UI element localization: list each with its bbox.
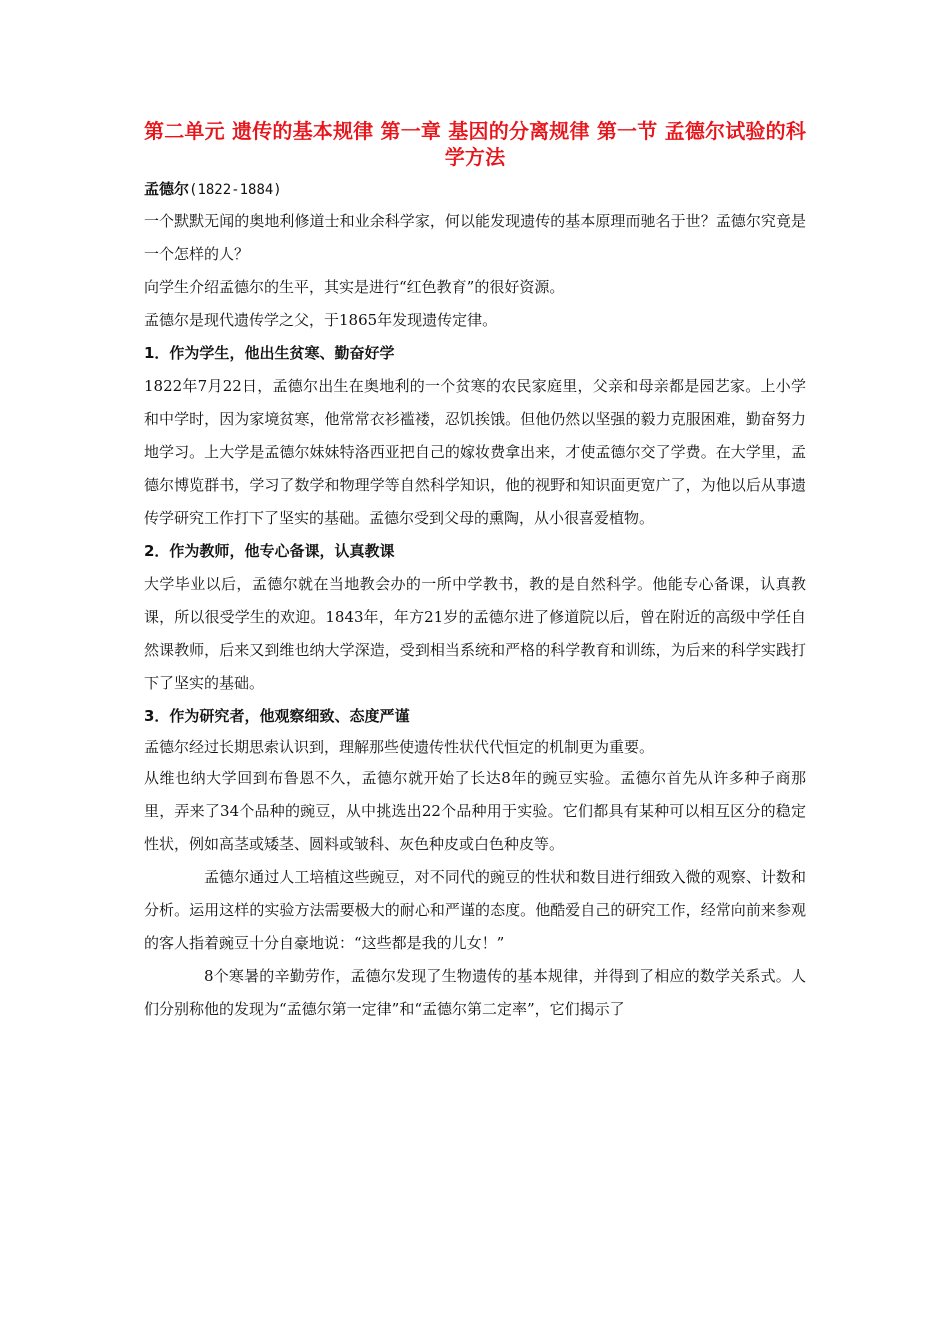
document-title: 第二单元 遗传的基本规律 第一章 基因的分离规律 第一节 孟德尔试验的科学方法 xyxy=(144,119,807,169)
section-1-heading: 1．作为学生，他出生贫寒、勤奋好学 xyxy=(144,344,395,362)
section-3-paragraph-1: 孟德尔经过长期思索认识到，理解那些使遗传性状代代恒定的机制更为重要。 xyxy=(144,738,655,756)
intro-paragraph-1: 一个默默无闻的奥地利修道士和业余科学家，何以能发现遗传的基本原理而驰名于世？孟德尔究竟是一个怎样的人？ xyxy=(144,212,806,263)
section-3-paragraph-4: 8个寒暑的辛勤劳作，孟德尔发现了生物遗传的基本规律，并得到了相应的数学关系式。人们分别称他的发现为“孟德尔第一定律”和“孟德尔第二定率”，它们揭示了 xyxy=(144,967,806,1018)
document-body xyxy=(144,118,806,1026)
intro-paragraph-3: 孟德尔是现代遗传学之父，于1865年发现遗传定律。 xyxy=(144,311,498,329)
section-3-paragraph-2: 从维也纳大学回到布鲁恩不久，孟德尔就开始了长达8年的豌豆实验。孟德尔首先从许多种子商那里，弄来了34个品种的豌豆，从中挑选出22个品种用于实验。它们都具有某种可以相互区分的稳定性状，例如高茎或矮茎、圆料或皱科、灰色种皮或白色种皮等。 xyxy=(144,769,806,853)
section-2-heading: 2．作为教师，他专心备课，认真教课 xyxy=(144,542,395,560)
byline-years: (1822-1884) xyxy=(189,182,282,198)
section-2-body: 大学毕业以后，孟德尔就在当地教会办的一所中学教书，教的是自然科学。他能专心备课，认真教课，所以很受学生的欢迎。1843年，年方21岁的孟德尔进了修道院以后，曾在附近的高级中学任自然课教师，后来又到维也纳大学深造，受到相当系统和严格的科学教育和训练，为后来的科学实践打下了坚实的基础。 xyxy=(144,575,806,692)
byline xyxy=(144,174,806,205)
section-3-heading: 3．作为研究者，他观察细致、态度严谨 xyxy=(144,707,410,725)
byline-name: 孟德尔 xyxy=(144,180,190,198)
intro-paragraph-2: 向学生介绍孟德尔的生平，其实是进行“红色教育”的很好资源。 xyxy=(144,278,565,296)
section-1-body: 1822年7月22日，孟德尔出生在奥地利的一个贫寒的农民家庭里，父亲和母亲都是园艺家。上小学和中学时，因为家境贫寒，他常常衣衫褴褛，忍饥挨饿。但他仍然以坚强的毅力克服困难，勤奋努力地学习。上大学是孟德尔妹妹特洛西亚把自己的嫁妆费拿出来，才使孟德尔交了学费。在大学里，孟德尔博览群书，学习了数学和物理学等自然科学知识，他的视野和知识面更宽广了，为他以后从事遗传学研究工作打下了坚实的基础。孟德尔受到父母的熏陶，从小很喜爱植物。 xyxy=(144,377,806,527)
section-3-paragraph-3: 孟德尔通过人工培植这些豌豆，对不同代的豌豆的性状和数目进行细致入微的观察、计数和分析。运用这样的实验方法需要极大的耐心和严谨的态度。他酷爱自己的研究工作，经常向前来参观的客人指着豌豆十分自豪地说：“这些都是我的儿女！” xyxy=(144,868,806,952)
